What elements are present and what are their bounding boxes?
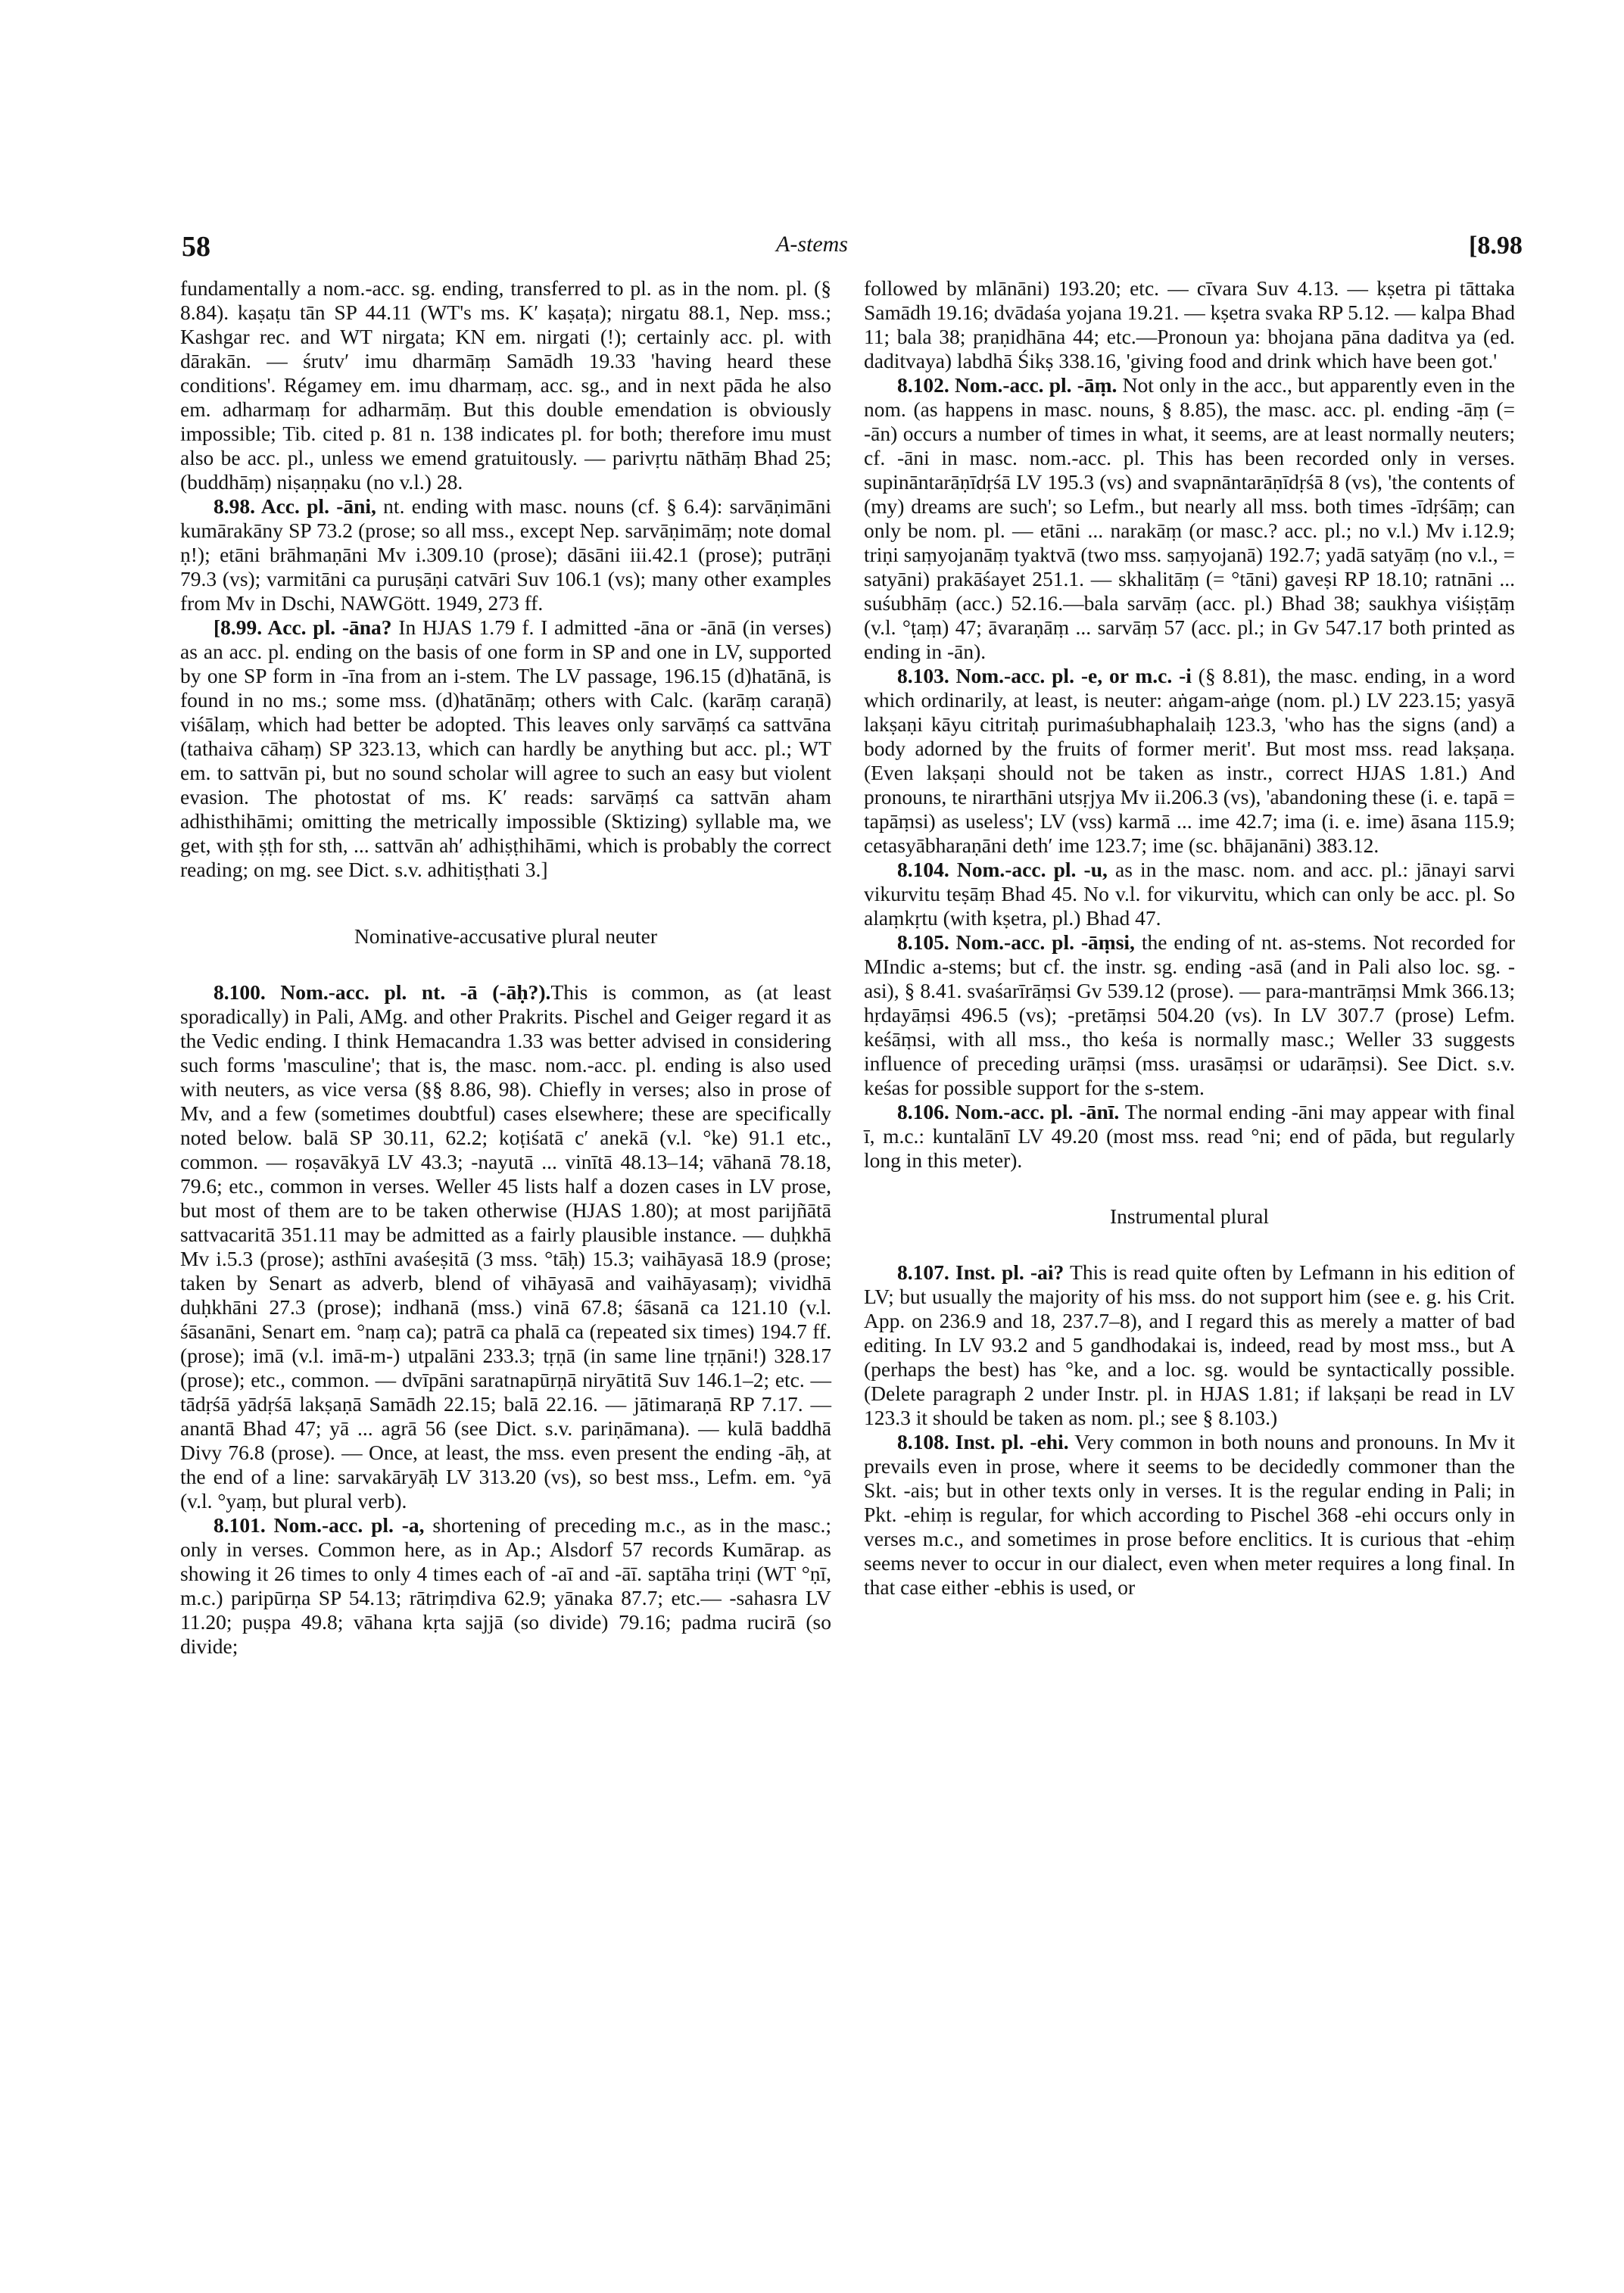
entry-text: This is read quite often by Lefmann in his edition of LV; but usually the majority of his mss. do not support him (see e. g. his Crit. App. on 236.9 and 18, 237.7–8), and I regard this as merely a matter of bad editing. In LV 93.2 and 5 gandhodakai is, indeed, read by most mss., but A (perhaps the best) has °ke, and a loc. sg. would be syntactically possible. (Delete paragraph 2 under Instr. pl. in HJAS 1.81; if lakṣaṇi be read in LV 123.3 it should be taken as nom. pl.; see § 8.103.): [864, 1260, 1515, 1429]
left-column: [180, 276, 831, 1659]
entry-text: (§ 8.81), the masc. ending, in a word which ordinarily, at least, is neuter: aṅgam-aṅge (nom. pl.) LV 223.15; yasyā lakṣaṇi kāyu citritaḥ purimaśubhaphalaiḥ 123.3, 'who has the signs (and) a body adorned by the fruits of former merit'. But most mss. read lakṣaṇa. (Even lakṣaṇi should not be taken as instr., correct HJAS 1.81.) And pronouns, te nirarthāni utsṛjya Mv ii.206.3 (vs), 'abandoning these (i. e. tapā = tapāṃsi) as useless'; LV (vss) karmā ... ime 42.7; ima (i. e. ime) āsana 115.9; cetasyābharaṇāni deth′ ime 123.7; ime (sc. bhājanāni) 383.12.: [864, 664, 1515, 857]
entry-text: as in the masc. nom. and acc. pl.: jānayi sarvi vikurvitu teṣāṃ Bhad 45. No v.l. for vikurvitu, which can only be acc. pl. So alaṃkṛtu (with kṣetra, pl.) Bhad 47.: [864, 858, 1515, 930]
entry-number: 8.104. Nom.-acc. pl. -u,: [897, 858, 1108, 881]
right-column: [864, 276, 1515, 1600]
entry-text: shortening of preceding m.c., as in the masc.; only in verses. Common here, as in Ap.; Alsdorf 57 records Kumārap. as showing it 26 times to only 4 times each of -aī and -āī. saptāha triṇi (WT °ṇī, m.c.) paripūrṇa SP 54.13; rātriṃdiva 62.9; yānaka 87.7; etc.— -sahasra LV 11.20; puṣpa 49.8; vāhana kṛta sajjā (so divide) 79.16; padma rucirā (so divide;: [180, 1513, 831, 1658]
entry-number: 8.100. Nom.-acc. pl. nt. -ā (-āḥ?).: [214, 980, 551, 1004]
entry-8-107: [864, 1260, 1515, 1430]
entry-text: In HJAS 1.79 f. I admitted -āna or -ānā (in verses) as an acc. pl. ending on the basis of one form in SP and one in LV, supported by one SP form in -īna from an i-stem. The LV passage, 196.15 (d)hatānā, is found in no ms.; some mss. (d)hatānāṃ; others with Calc. (karāṃ caraṇā) viśālaṃ, which had better be adopted. This leaves only sarvāṃś ca sattvāna (tathaiva cāhaṃ) SP 323.13, which can hardly be anything but acc. pl.; WT em. to sattvān pi, but no sound scholar will agree to such an easy but violent evasion. The photostat of ms. K′ reads: sarvāṃś ca sattvān aham adhisthihāmi; omitting the metrically impossible (Sktizing) syllable ma, we get, with ṣṭh for sth, ... sattvān ah′ adhiṣṭhihāmi, which is probably the correct reading; on mg. see Dict. s.v. adhitiṣṭhati 3.]: [180, 615, 831, 881]
entry-8-98: [180, 494, 831, 615]
entry-8-104: [864, 858, 1515, 930]
entry-text: nt. ending with masc. nouns (cf. § 6.4): sarvāṇimāni kumārakāny SP 73.2 (prose; so all mss., except Nep. sarvāṇimāṃ; note domal ṇ!); etāni brāhmaṇāni Mv i.309.10 (prose); dāsāni iii.42.1 (prose); putrāṇi 79.3 (vs); varmitāni ca puruṣāṇi catvāri Suv 106.1 (vs); many other examples from Mv in Dschi, NAWGött. 1949, 273 ff.: [180, 494, 831, 615]
entry-text: The normal ending -āni may appear with final ī, m.c.: kuntalānī LV 49.20 (most mss. read °ni; end of pāda, but regularly long in this meter).: [864, 1100, 1515, 1172]
entry-8-100: [180, 980, 831, 1513]
entry-8-102: [864, 373, 1515, 664]
entry-number: 8.105. Nom.-acc. pl. -āṃsi,: [897, 930, 1135, 954]
entry-number: 8.98. Acc. pl. -āni,: [214, 494, 376, 518]
entry-text: This is common, as (at least sporadically) in Pali, AMg. and other Prakrits. Pischel and Geiger regard it as the Vedic ending. I think Hemacandra 1.33 was better advised in considering such forms 'masculine'; that is, the masc. nom.-acc. pl. ending is also used with neuters, as vice versa (§§ 8.86, 98). Chiefly in verses; also in prose of Mv, and a few (sometimes doubtful) cases elsewhere; these are specifically noted below. balā SP 30.11, 62.2; koṭiśatā c′ anekā (v.l. °ke) 91.1 etc., common. — roṣavākyā LV 43.3; -nayutā ... vinītā 48.13–14; vāhanā 78.18, 79.6; etc., common in verses. Weller 45 lists half a dozen cases in LV prose, but most of them are to be taken otherwise (HJAS 1.80); at most parijñātā sattvacaritā 351.11 may be admitted as a fairly plausible instance. — duḥkhā Mv i.5.3 (prose); asthīni avaśeṣitā (3 mss. °tāḥ) 15.3; vaihāyasā 18.9 (prose; taken by Senart as adverb, blend of vihāyasā and vaihāyasaṃ); vividhā duḥkhāni 27.3 (prose); indhanā (mss.) vinā 67.8; śāsanā ca 121.10 (v.l. śāsanāni, Senart em. °naṃ ca); patrā ca phalā ca (repeated six times) 194.7 ff. (prose); imā (v.l. imā-m-) utpalāni 233.3; tṛṇā (in same line tṛṇāni!) 328.17 (prose); etc., common. — dvīpāni saratnapūrṇā niryātitā Suv 146.1–2; etc. — tādṛśā yādṛśā lakṣaṇā Samādh 22.15; balā 22.16. — jātimaraṇā RP 7.17. — anantā Bhad 47; yā ... agrā 56 (see Dict. s.v. pariṇāmana). — kulā baddhā Divy 76.8 (prose). — Once, at least, the mss. even present the ending -āḥ, at the end of a line: sarvakāryāḥ LV 313.20 (vs), so best mss., Lefm. em. °yā (v.l. °yaṃ, but plural verb).: [180, 980, 831, 1513]
entry-text: Not only in the acc., but apparently even in the nom. (as happens in masc. nouns, § 8.85), the masc. acc. pl. ending -āṃ (= -ān) occurs a number of times in what, it seems, are at least normally neuters; cf. -āni in masc. nom.-acc. pl. This has been recorded only in verses. supināntarāṇīdṛśā LV 195.3 (vs) and svapnāntarāṇīdṛśā 8 (vs), 'the contents of (my) dreams are such'; so Lefm., but nearly all mss. both times -īdṛśāṃ; can only be nom. pl. — etāni ... narakāṃ (or masc.? acc. pl.; no v.l.) Mv i.12.9; triṇi saṃyojanāṃ tyaktvā (two mss. saṃyojanā) 192.7; yadā satyāṃ (no v.l., = satyāni) prakāśayet 251.1. — skhalitāṃ (= °tāni) gaveṣi RP 18.10; ratnāni ... suśubhāṃ (acc.) 52.16.—bala sarvāṃ (acc. pl.) Bhad 38; saukhya viśiṣṭāṃ (v.l. °ṭaṃ) 47; āvaraṇāṃ ... sarvāṃ 57 (acc. pl.; in Gv 547.17 both printed as ending in -ān).: [864, 373, 1515, 663]
section-mark: [8.98: [1469, 232, 1523, 260]
entry-8-108: [864, 1430, 1515, 1600]
page-number: 58: [182, 231, 210, 263]
section-heading: Nominative-accusative plural neuter: [354, 924, 658, 948]
paragraph-continuation: followed by mlānāni) 193.20; etc. — cīvara Suv 4.13. — kṣetra pi tāttaka Samādh 19.16; dvādaśa yojana 19.21. — kṣetra svaka RP 5.12. — kalpa Bhad 11; bala 38; praṇidhāna 44; etc.—Pronoun ya: bhojana pāna daditva ya (ed. daditvaya) labdhā Śikṣ 338.16, 'giving food and drink which have been got.': [864, 276, 1515, 372]
section-heading: Instrumental plural: [1109, 1204, 1269, 1228]
entry-number: 8.107. Inst. pl. -ai?: [897, 1260, 1064, 1284]
entry-number: 8.106. Nom.-acc. pl. -ānī.: [897, 1100, 1120, 1123]
entry-number: 8.103. Nom.-acc. pl. -e, or m.c. -i: [897, 664, 1192, 687]
entry-number: 8.102. Nom.-acc. pl. -āṃ.: [897, 373, 1117, 397]
entry-8-106: [864, 1100, 1515, 1173]
entry-8-99: [180, 615, 831, 882]
entry-text: Very common in both nouns and pronouns. In Mv it prevails even in prose, where it seems to be decidedly commoner than the Skt. -ais; but in other texts only in verses. It is the regular ending in Pali; in Pkt. -ehiṃ is regular, for which according to Pischel 368 -ehi occurs only in verses m.c., and sometimes in prose before enclitics. It is curious that -ehiṃ seems never to occur in our dialect, even when meter requires a long final. In that case either -ebhis is used, or: [864, 1430, 1515, 1599]
entry-8-103: [864, 664, 1515, 858]
entry-number: [8.99. Acc. pl. -āna?: [214, 615, 392, 639]
entry-8-105: [864, 930, 1515, 1100]
paragraph-continuation: fundamentally a nom.-acc. sg. ending, transferred to pl. as in the nom. pl. (§ 8.84). kaṣaṭu tān SP 44.11 (WT's ms. K′ kaṣaṭa); nirgatu 88.1, Nep. mss.; Kashgar rec. and WT nirgata; KN em. nirgati (!); certainly acc. pl. with dārakān. — śrutv′ imu dharmāṃ Samādh 19.33 'having heard these conditions'. Régamey em. imu dharmaṃ, acc. sg., and in next pāda he also em. adharmaṃ for adharmāṃ. But this double emendation is obviously impossible; Tib. cited p. 81 n. 138 indicates pl. for both; therefore imu must also be acc. pl., unless we emend gratuitously. — parivṛtu nāthāṃ Bhad 25; (buddhāṃ) niṣaṇṇaku (no v.l.) 28.: [180, 276, 831, 494]
entry-8-101: [180, 1513, 831, 1659]
entry-number: 8.101. Nom.-acc. pl. -a,: [214, 1513, 425, 1537]
running-head: A-stems: [776, 232, 848, 257]
entry-text: the ending of nt. as-stems. Not recorded for MIndic a-stems; but cf. the instr. sg. ending -asā (and in Pali also loc. sg. -asi), § 8.41. svaśarīrāṃsi Gv 539.12 (prose). — para-mantrāṃsi Mmk 366.13; hṛdayāṃsi 496.5 (vs); -pretāṃsi 504.20 (vs). In LV 307.7 (prose) Lefm. keśāṃsi, with all mss., tho keśa is normally masc.; Weller 33 suggests influence of preceding urāṃsi (mss. urasāṃsi or udarāṃsi). See Dict. s.v. keśas for possible support for the s-stem.: [864, 930, 1515, 1099]
entry-number: 8.108. Inst. pl. -ehi.: [897, 1430, 1069, 1453]
